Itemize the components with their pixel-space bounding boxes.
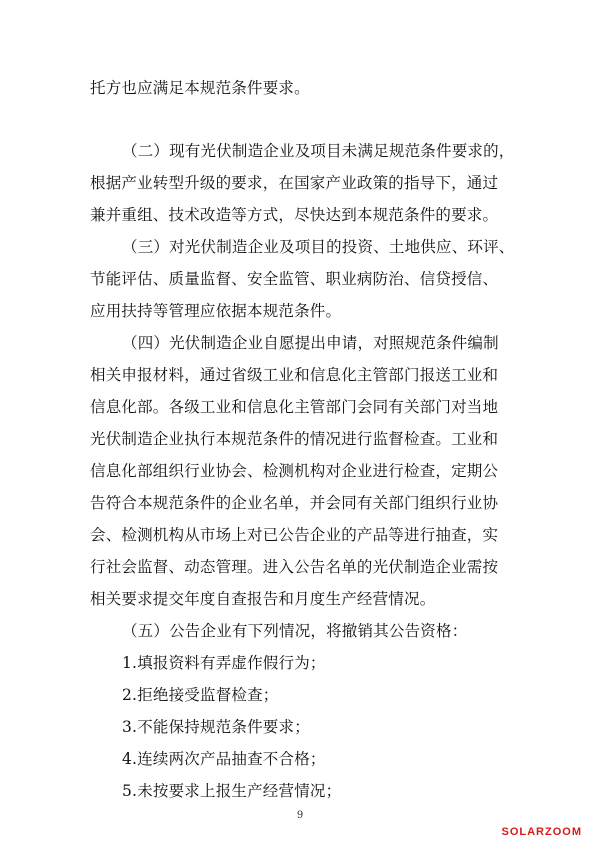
paragraph-line: （二）现有光伏制造企业及项目未满足规范条件要求的， (122, 142, 515, 160)
paragraph-line: （三）对光伏制造企业及项目的投资、土地供应、环评、 (122, 238, 515, 256)
paragraph-line: 节能评估、质量监督、安全监管、职业病防治、信贷授信、 (90, 270, 499, 288)
paragraph-line: 信息化部组织行业协会、检测机构对企业进行检查，定期公 (90, 462, 499, 480)
page-number: 9 (296, 810, 304, 821)
list-item: 4.连续两次产品抽查不合格； (122, 750, 326, 768)
paragraph-line: （四）光伏制造企业自愿提出申请，对照规范条件编制 (122, 334, 499, 352)
paragraph-line: 相关要求提交年度自查报告和月度生产经营情况。 (90, 590, 436, 608)
list-item: 2.拒绝接受监督检查； (122, 686, 279, 704)
paragraph-line: 根据产业转型升级的要求，在国家产业政策的指导下，通过 (90, 174, 499, 192)
paragraph-line: 会、检测机构从市场上对已公告企业的产品等进行抽查，实 (90, 526, 499, 544)
paragraph-line: 告符合本规范条件的企业名单，并会同有关部门组织行业协 (90, 494, 499, 512)
watermark-logo: SOLARZOOM (501, 826, 582, 838)
paragraph-line: 相关申报材料，通过省级工业和信息化主管部门报送工业和 (90, 366, 499, 384)
paragraph-line: （五）公告企业有下列情况，将撤销其公告资格： (122, 622, 468, 640)
list-item: 5.未按要求上报生产经营情况； (122, 782, 342, 800)
paragraph-line: 信息化部。各级工业和信息化主管部门会同有关部门对当地 (90, 398, 499, 416)
paragraph-line: 兼并重组、技术改造等方式，尽快达到本规范条件的要求。 (90, 206, 499, 224)
paragraph-line: 托方也应满足本规范条件要求。 (90, 79, 310, 97)
paragraph-line: 光伏制造企业执行本规范条件的情况进行监督检查。工业和 (90, 430, 499, 448)
list-item: 1.填报资料有弄虚作假行为； (122, 654, 326, 672)
list-item: 3.不能保持规范条件要求； (122, 718, 310, 736)
paragraph-line: 应用扶持等管理应依据本规范条件。 (90, 302, 342, 320)
paragraph-line: 行社会监督、动态管理。进入公告名单的光伏制造企业需按 (90, 558, 499, 576)
